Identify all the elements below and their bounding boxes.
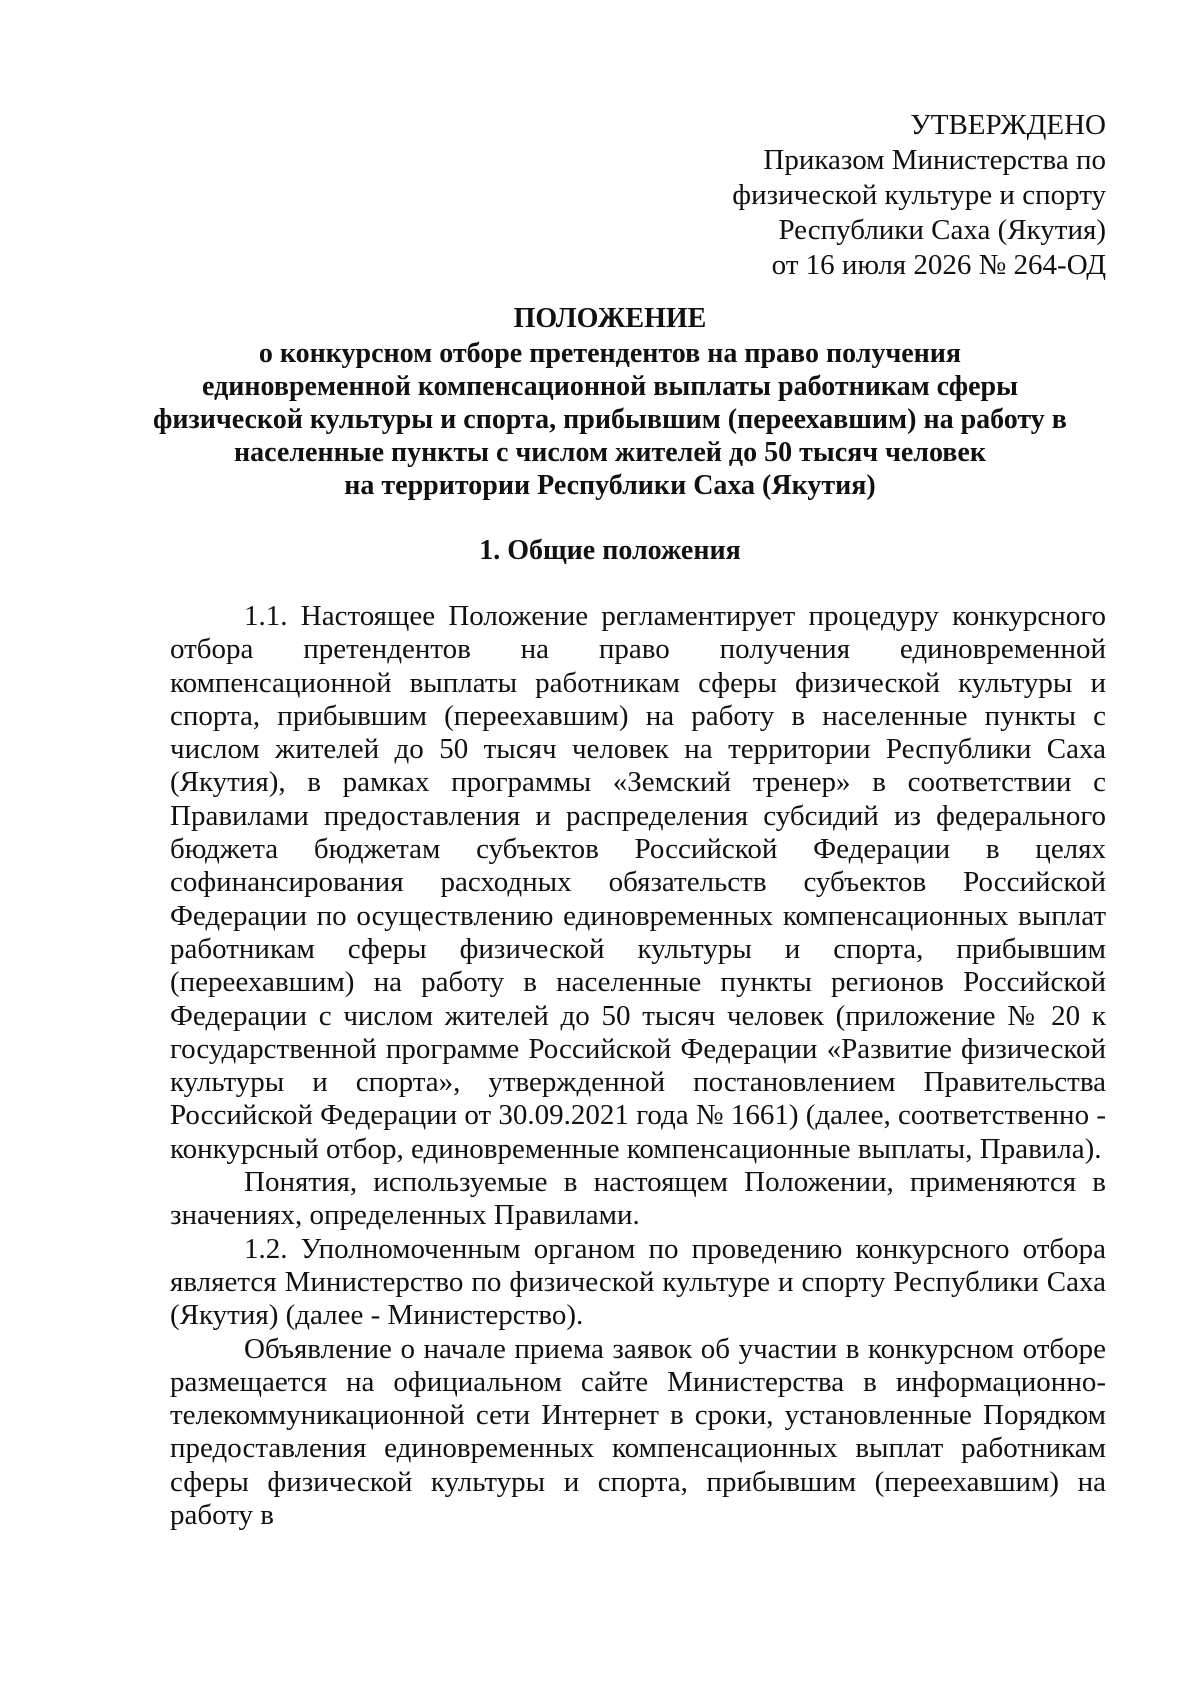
section-body xyxy=(170,600,1106,1532)
approval-line: физической культуре и спорту xyxy=(732,179,1106,211)
document-subtitle-line: о конкурсном отборе претендентов на право получения xyxy=(258,338,962,369)
paragraph: 1.2. Уполномоченным органом по проведению конкурсного отбора является Министерство по физической культуре и спорту Республики Саха (Якутия) (далее - Министерство). xyxy=(170,1232,1106,1332)
approval-status: УТВЕРЖДЕНО xyxy=(910,109,1106,141)
paragraph: Объявление о начале приема заявок об участии в конкурсном отборе размещается на официальном сайте Министерства в информационно-телекоммуникационной сети Интернет в сроки, установленные Порядком предоставления единовременных компенсационных выплат работникам сферы физической культуры и спорта, прибывшим (переехавшим) на работу в xyxy=(170,1332,1106,1532)
approval-stamp-block xyxy=(506,108,1106,283)
section-heading: 1. Общие положения xyxy=(479,535,741,566)
document-subtitle-line: на территории Республики Саха (Якутия) xyxy=(344,470,876,501)
paragraph: Понятия, используемые в настоящем Положении, применяются в значениях, определенных Правилами. xyxy=(170,1166,1106,1232)
document-subtitle-line: единовременной компенсационной выплаты работникам сферы xyxy=(202,371,1018,402)
document-title: ПОЛОЖЕНИЕ xyxy=(513,303,707,334)
approval-date-number: от 16 июля 2026 № 264-ОД xyxy=(771,249,1106,281)
document-subtitle-line: физической культуры и спорта, прибывшим (переехавшим) на работу в xyxy=(153,404,1067,435)
approval-line: Республики Саха (Якутия) xyxy=(778,214,1106,246)
paragraph: 1.1. Настоящее Положение регламентирует процедуру конкурсного отбора претендентов на право получения единовременной компенсационной выплаты работникам сферы физической культуры и спорта, прибывшим (переехавшим) на работу в населенные пункты с числом жителей до 50 тысяч человек на территории Республики Саха (Якутия), в рамках программы «Земский тренер» в соответствии с Правилами предоставления и распределения субсидий из федерального бюджета бюджетам субъектов Российской Федерации в целях софинансирования расходных обязательств субъектов Российской Федерации по осуществлению единовременных компенсационных выплат работникам сферы физической культуры и спорта, прибывшим (переехавшим) на работу в населенные пункты регионов Российской Федерации с числом жителей до 50 тысяч человек (приложение № 20 к государственной программе Российской Федерации «Развитие физической культуры и спорта», утвержденной постановлением Правительства Российской Федерации от 30.09.2021 года № 1661) (далее, соответственно - конкурсный отбор, единовременные компенсационные выплаты, Правила). xyxy=(170,600,1106,1165)
document-subtitle-line: населенные пункты с числом жителей до 50 тысяч человек xyxy=(233,437,986,468)
approval-line: Приказом Министерства по xyxy=(763,144,1106,176)
document-title-block xyxy=(150,302,1070,502)
